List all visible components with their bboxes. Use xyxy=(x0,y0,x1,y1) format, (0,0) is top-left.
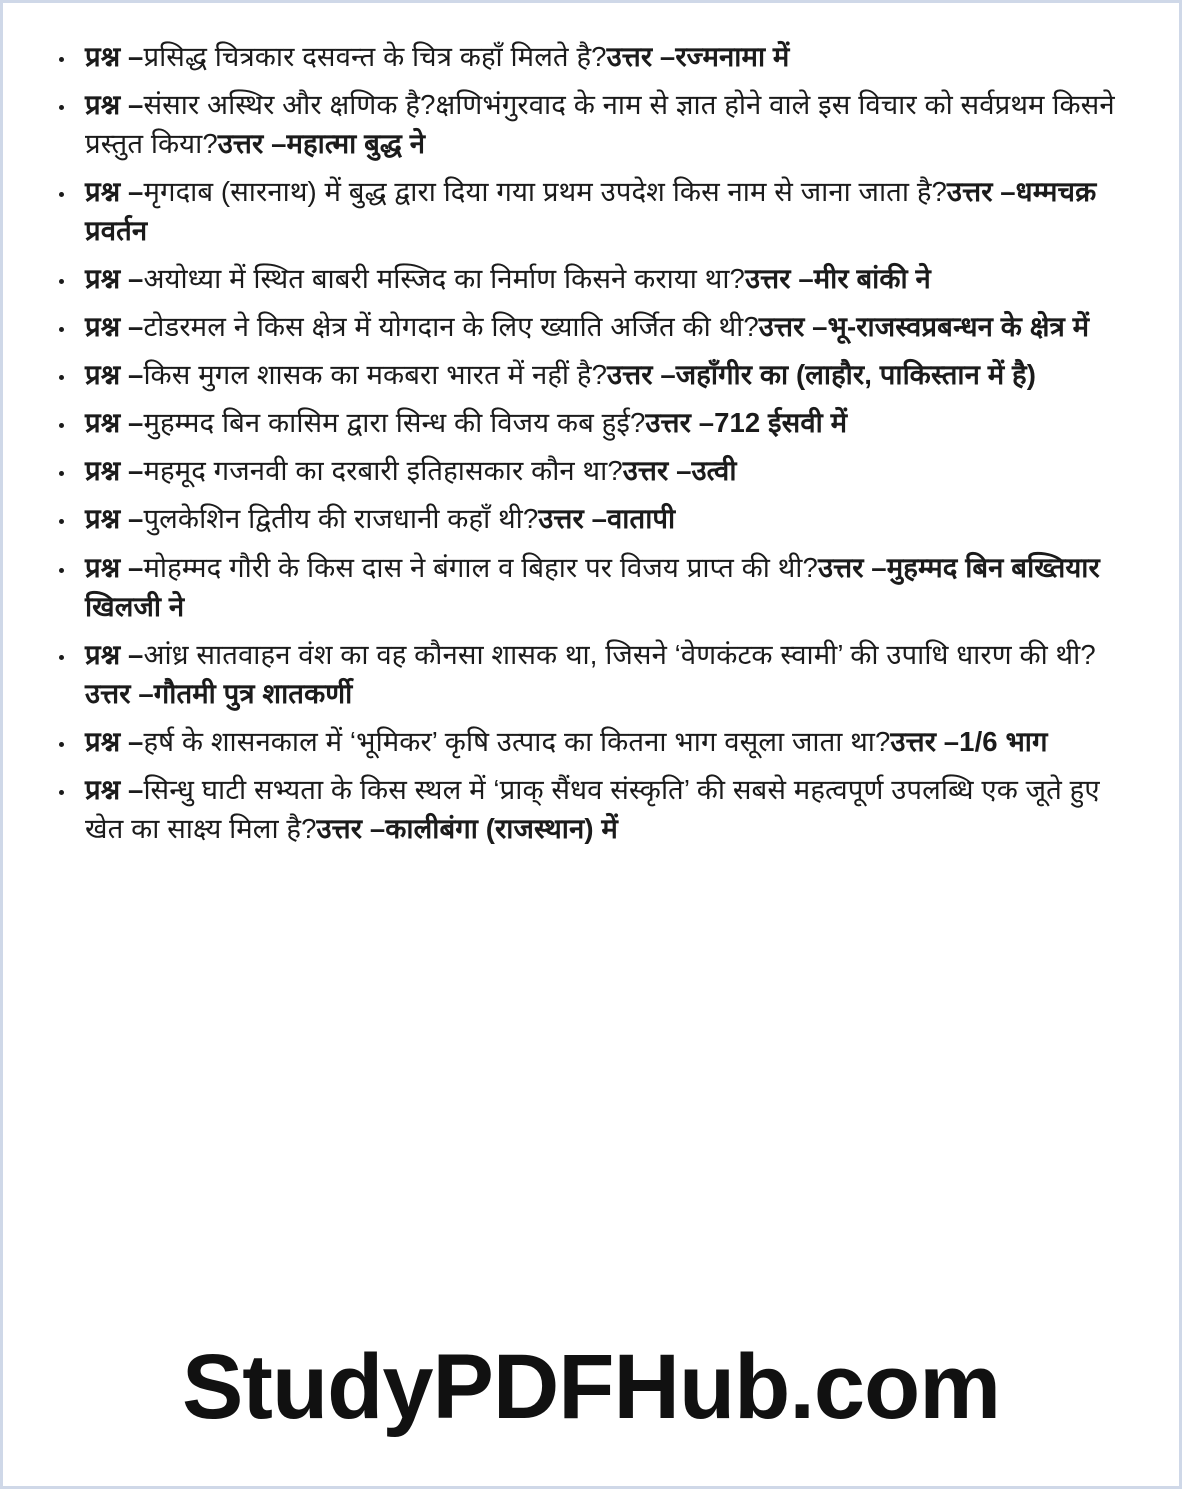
question-text: हर्ष के शासनकाल में ‘भूमिकर’ कृषि उत्पाद का कितना भाग वसूला जाता था? xyxy=(143,725,891,757)
question-text: मृगदाब (सारनाथ) में बुद्ध द्वारा दिया गया प्रथम उपदेश किस नाम से जाना जाता है? xyxy=(143,176,947,208)
question-text: प्रसिद्ध चित्रकार दसवन्त के चित्र कहाँ मिलते है? xyxy=(143,41,607,72)
question-label: प्रश्न – xyxy=(85,455,144,487)
answer-text: उत्तर –रज्मनामा में xyxy=(606,41,790,72)
question-text: टोडरमल ने किस क्षेत्र में योगदान के लिए ख्याति अर्जित की थी? xyxy=(143,311,759,343)
question-text: मुहम्मद बिन कासिम द्वारा सिन्ध की विजय कब हुई? xyxy=(143,407,646,439)
list-item xyxy=(39,722,1139,761)
list-item xyxy=(39,499,1139,538)
answer-text: उत्तर –धम्मचक्र प्रवर्तन xyxy=(85,176,1097,247)
question-text: मोहम्मद गौरी के किस दास ने बंगाल व बिहार पर विजय प्राप्त की थी? xyxy=(143,551,818,583)
answer-text: उत्तर –वातापी xyxy=(538,503,676,535)
answer-text: उत्तर –कालीबंगा (राजस्थान) में xyxy=(316,812,618,844)
answer-text: उत्तर –गौतमी पुत्र शातकर्णी xyxy=(85,677,353,709)
answer-text: उत्तर –महात्मा बुद्ध ने xyxy=(217,128,426,160)
list-item xyxy=(39,770,1139,848)
watermark-text: StudyPDFHub.com xyxy=(181,1336,1001,1438)
question-text: सिन्धु घाटी सभ्यता के किस स्थल में ‘प्राक् सैंधव संस्कृति’ की सबसे महत्वपूर्ण उपलब्धि एक जूते हुए खेत का साक्ष्य मिला है? xyxy=(85,773,1100,844)
list-item xyxy=(39,548,1139,626)
list-item xyxy=(39,307,1139,346)
question-label: प्रश्न – xyxy=(85,773,144,805)
question-label: प्रश्न – xyxy=(85,503,144,535)
question-answer-list xyxy=(39,37,1139,848)
answer-text: उत्तर –मीर बांकी ने xyxy=(744,263,931,295)
answer-text: उत्तर –मुहम्मद बिन बख्तियार खिलजी ने xyxy=(85,551,1100,622)
question-label: प्रश्न – xyxy=(85,551,144,583)
question-label: प्रश्न – xyxy=(85,725,144,757)
question-label: प्रश्न – xyxy=(85,176,144,208)
question-label: प्रश्न – xyxy=(85,359,144,391)
list-item xyxy=(39,37,1139,76)
question-label: प्रश्न – xyxy=(85,638,144,670)
question-label: प्रश्न – xyxy=(85,407,144,439)
question-label: प्रश्न – xyxy=(85,263,144,295)
list-item xyxy=(39,355,1139,394)
question-text: अयोध्या में स्थित बाबरी मस्जिद का निर्माण किसने कराया था? xyxy=(143,263,745,295)
question-text: आंध्र सातवाहन वंश का वह कौनसा शासक था, जिसने ‘वेणकंटक स्वामी’ की उपाधि धारण की थी? xyxy=(143,638,1096,670)
answer-text: उत्तर –712 ईसवी में xyxy=(645,407,848,439)
list-item xyxy=(39,259,1139,298)
question-text: किस मुगल शासक का मकबरा भारत में नहीं है? xyxy=(143,359,607,391)
question-label: प्रश्न – xyxy=(85,311,144,343)
question-label: प्रश्न – xyxy=(85,89,144,121)
question-text: संसार अस्थिर और क्षणिक है?क्षणिभंगुरवाद के नाम से ज्ञात होने वाले इस विचार को सर्वप्रथम किसने प्रस्तुत किया? xyxy=(85,89,1115,160)
list-item xyxy=(39,85,1139,163)
answer-text: उत्तर –उत्वी xyxy=(622,455,737,487)
question-text: महमूद गजनवी का दरबारी इतिहासकार कौन था? xyxy=(143,455,623,487)
list-item xyxy=(39,635,1139,713)
answer-text: उत्तर –जहाँगीर का (लाहौर, पाकिस्तान में है) xyxy=(606,359,1036,391)
answer-text: उत्तर –भू-राजस्वप्रबन्धन के क्षेत्र में xyxy=(758,311,1090,343)
question-label: प्रश्न – xyxy=(85,41,144,72)
list-item xyxy=(39,172,1139,250)
question-text: पुलकेशिन द्वितीय की राजधानी कहाँ थी? xyxy=(143,503,539,535)
qa-content xyxy=(3,3,1179,848)
answer-text: उत्तर –1/6 भाग xyxy=(890,725,1048,757)
list-item xyxy=(39,403,1139,442)
list-item xyxy=(39,451,1139,490)
